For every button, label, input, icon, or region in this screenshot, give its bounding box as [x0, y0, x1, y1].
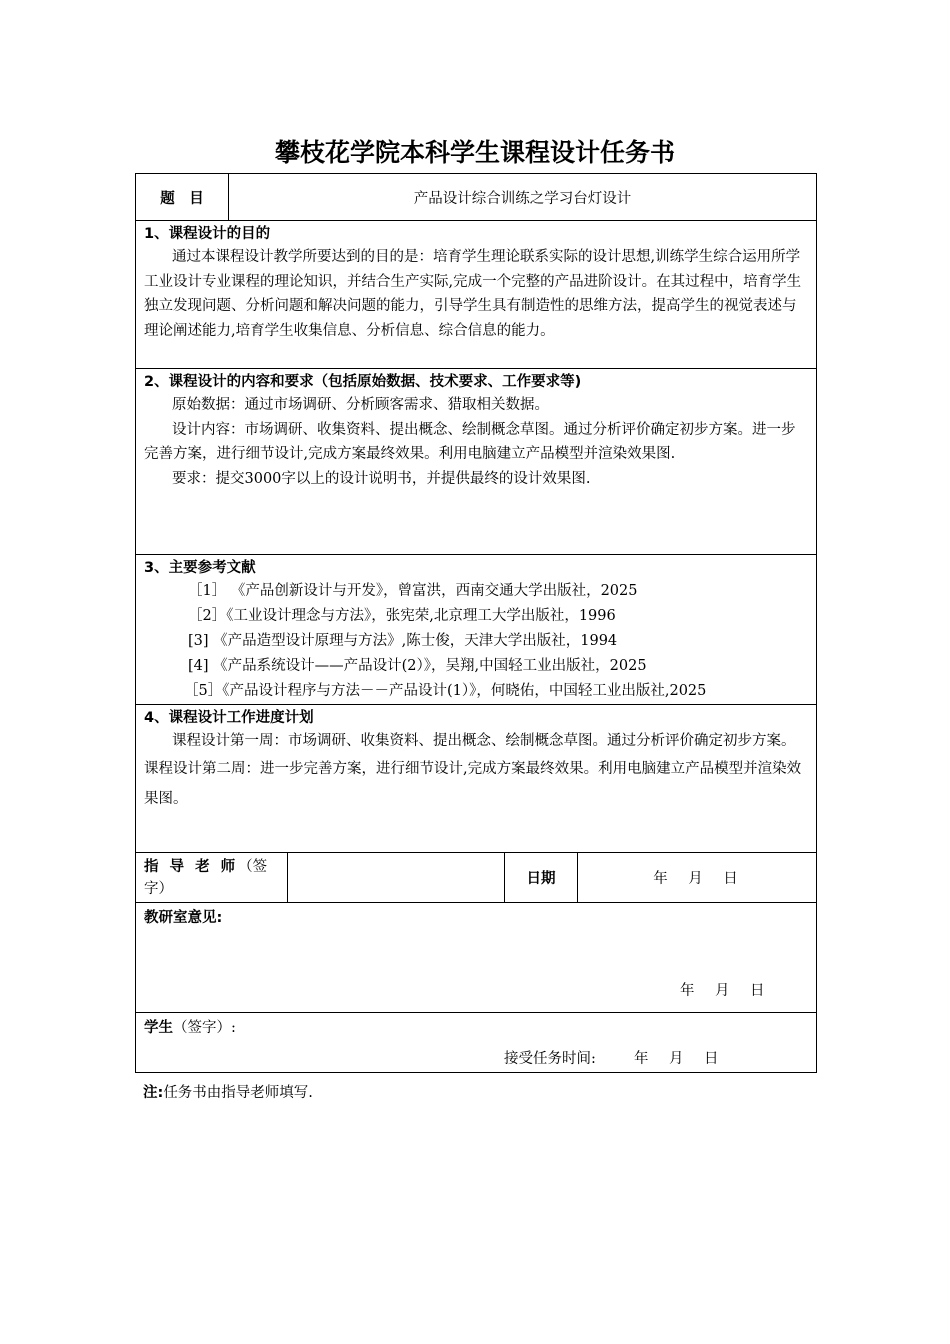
footnote-text: 任务书由指导老师填写.: [163, 1085, 313, 1101]
advisor-row: [136, 853, 817, 903]
section3-row: [136, 555, 817, 705]
section4-week2: 课程设计第二周：进一步完善方案，进行细节设计,完成方案最终效果。利用电脑建立产品模型并渲染效果图。: [144, 760, 802, 807]
receive-date[interactable]: 年 月 日: [634, 1051, 722, 1067]
section2-heading: 2、课程设计的内容和要求（包括原始数据、技术要求、工作要求等): [144, 374, 582, 390]
section3-heading: 3、主要参考文献: [144, 560, 256, 576]
footnote: [143, 1081, 313, 1102]
section4-heading: 4、课程设计工作进度计划: [144, 710, 314, 726]
advisor-label-rest: （签字）: [144, 858, 268, 897]
advisor-date-value[interactable]: 年 月 日: [578, 853, 817, 903]
footnote-label: 注:: [143, 1085, 164, 1101]
section1-row: [136, 221, 817, 369]
advisor-signature-field[interactable]: [288, 853, 505, 903]
reference-item: ［1］ 《产品创新设计与开发》，曾富洪，西南交通大学出版社，2025: [188, 583, 638, 599]
topic-value: 产品设计综合训练之学习台灯设计: [229, 174, 817, 221]
student-label: [144, 1013, 808, 1039]
topic-row: [136, 174, 817, 221]
task-form-table: [135, 173, 817, 1073]
student-label-rest: （签字）:: [173, 1020, 236, 1036]
receive-time-label: 接受任务时间:: [504, 1051, 596, 1067]
section2-content: 设计内容：市场调研、收集资料、提出概念、绘制概念草图。通过分析评价确定初步方案。进一步完善方案，进行细节设计,完成方案最终效果。利用电脑建立产品模型并渲染效果图.: [144, 421, 796, 462]
student-row: [136, 1013, 817, 1073]
reference-item: ［5］《产品设计程序与方法－－产品设计(1）》，何晓佑，中国轻工业出版社,2025: [184, 683, 707, 699]
section2-requirement: 要求：提交3000字以上的设计说明书，并提供最终的设计效果图.: [172, 470, 591, 487]
student-label-bold: 学生: [144, 1020, 173, 1036]
topic-label: 题 目: [136, 174, 229, 221]
advisor-label-bold: 指 导 老 师: [144, 858, 239, 875]
section1-body: 通过本课程设计教学所要达到的目的是：培育学生理论联系实际的设计思想,训练学生综合运用所学工业设计专业课程的理论知识，并结合生产实际,完成一个完整的产品进阶设计。在其过程中，培育学生独立发现问题、分析问题和解决问题的能力，引导学生具有制造性的思维方法，提高学生的视觉表述与理论阐述能力,培育学生收集信息、分析信息、综合信息的能力。: [144, 249, 802, 339]
reference-item: ［2］《工业设计理念与方法》，张宪荣,北京理工大学出版社，1996: [188, 608, 616, 624]
section2-row: [136, 369, 817, 555]
reference-item: [4] 《产品系统设计——产品设计(2）》，吴翔,中国轻工业出版社，2025: [188, 658, 647, 674]
date-label: 日期: [505, 853, 578, 903]
section2-raw-data: 原始数据：通过市场调研、分析顾客需求、猎取相关数据。: [172, 397, 549, 413]
section4-week1: 课程设计第一周：市场调研、收集资料、提出概念、绘制概念草图。通过分析评价确定初步方案。: [172, 733, 796, 749]
dept-opinion-date: 年 月 日: [680, 983, 768, 999]
section4-row: [136, 705, 817, 853]
reference-item: [3] 《产品造型设计原理与方法》,陈士俊，天津大学出版社，1994: [188, 633, 618, 649]
advisor-label: [136, 853, 288, 903]
dept-opinion-row: [136, 903, 817, 1013]
section1-heading: 1、课程设计的目的: [144, 226, 271, 242]
document-title: 攀枝花学院本科学生课程设计任务书: [274, 138, 675, 167]
dept-opinion-label: 教研室意见:: [144, 910, 223, 926]
